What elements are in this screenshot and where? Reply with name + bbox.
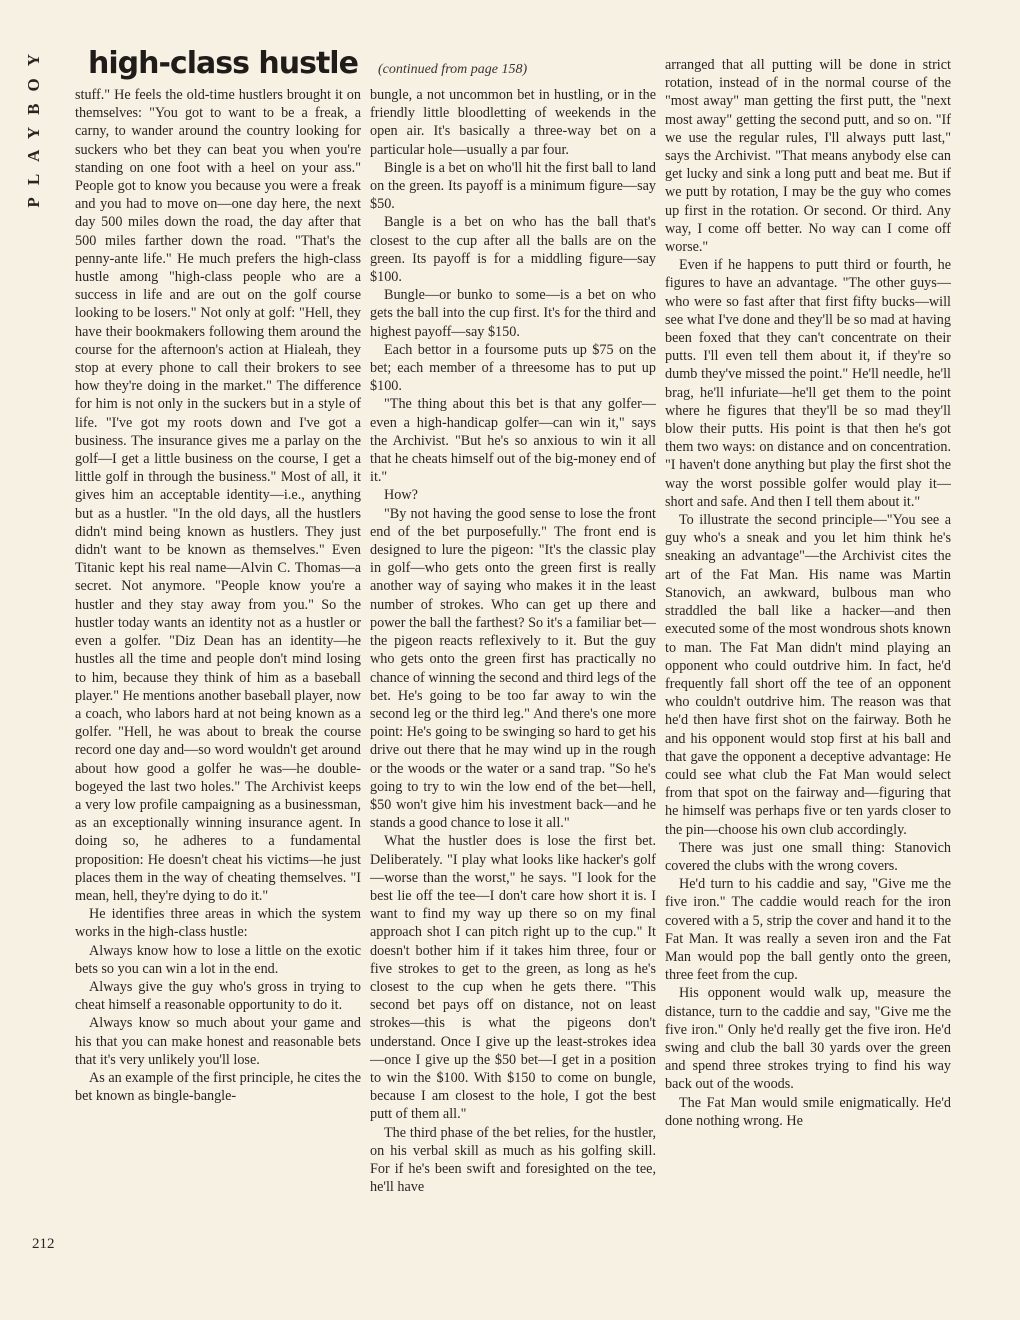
paragraph: His opponent would walk up, measure the distance, turn to the caddie and say, "Give me the five iron." Only he'd really get the five iron. He'd swing and club the ball 30 yards over the green and spend three strokes trying to find his way back out of the woods. [665, 985, 951, 1093]
paragraph: Always give the guy who's gross in trying to cheat himself a reasonable opportunity to do it. [75, 978, 361, 1014]
paragraph: bungle, a not uncommon bet in hustling, or in the friendly little bloodletting of weekends in the open air. It's basically a three-way bet on a particular hole—usually a par four. [370, 87, 656, 158]
paragraph: stuff." He feels the old-time hustlers brought it on themselves: "You got to want to be a freak, a carny, to wander around the country looking for suckers who bet they can beat you when you're standing on one foot with a heel on your ass." People got to know you because you were a freak and you had to move on—one day here, the next day 500 miles down the road, the day after that 500 miles farther down the road. "That's the penny-ante life." He much prefers the high-class hustle among "high-class people who are a success in life and are out on the golf course looking to be losers." Not only at golf: "Hell, they have their bookmakers following them around the course for the afternoon's action at Hialeah, they stop at every phone to call their brokers to see how they're doing in the market." The difference for him is not only in the suckers but in a style of life. "I've got my roots down and I've got a business. The insurance gives me a parlay on the golf—I get a little business on the course, I get a little golf in through the business." Most of all, it gives him an acceptable identity—i.e., anything but as a hustler. "In the old days, all the hustlers didn't mind being known as hustlers. They just didn't want to be known as themselves." Even Titanic kept his real name—Alvin C. Thomas—a secret. Not anymore. "People know you're a hustler and they stay away from you." So the hustler today wants an identity not as a hustler or even a golfer. "Diz Dean has an identity—he hustles all the time and people don't mind losing to him, because they think of him as a baseball player." He mentions another baseball player, now a coach, who labors hard at not being known as a golfer. "Hell, he was about to break the course record one day and—so word wouldn't get around about how good a golfer he was—he double-bogeyed the last two holes." The Archivist keeps a very low profile campaigning as a businessman, as an exceptionally winning insurance agent. In doing so, he adheres to a fundamental proposition: He doesn't cheat his victims—he just places them in the way of cheating themselves. "I mean, hell, they're dying to do it." [75, 87, 361, 904]
paragraph: Each bettor in a foursome puts up $75 on the bet; each member of a threesome has to put up $100. [370, 341, 656, 395]
paragraph: The Fat Man would smile enigmatically. He'd done nothing wrong. He [665, 1094, 951, 1129]
article-title: high-class hustle [88, 46, 358, 81]
text-column-2 [370, 86, 656, 1196]
page-number: 212 [32, 1236, 55, 1252]
paragraph: To illustrate the second principle—"You see a guy who's a sneak and you let him think he's sneaking an advantage"—the Archivist cites the art of the Fat Man. His name was Martin Stanovich, an awkward, bulbous man who straddled the ball like a hacker—and then executed some of the most wondrous shots known to man. The Fat Man didn't mind playing an opponent who could outdrive him. In fact, he'd frequently fall short off the tee of an opponent who couldn't outdrive him. The reason was that he'd then have first shot on the fairway. Both he and his opponent would stop first at his ball and that gave the opponent a deceptive advantage: He could see what club the Fat Man would select from that spot on the fairway and—figuring that he himself was perhaps five or ten yards closer to the pin—choose his own club accordingly. [665, 512, 951, 838]
text-column-1 [75, 86, 361, 1105]
paragraph: There was just one small thing: Stanovich covered the clubs with the wrong covers. [665, 839, 951, 874]
paragraph: Always know so much about your game and his that you can make honest and reasonable bets that it's very unlikely you'll lose. [75, 1015, 361, 1068]
paragraph: As an example of the first principle, he cites the bet known as bingle-bangle- [75, 1069, 361, 1105]
brand-wordmark: PLAYBOY [24, 42, 43, 208]
paragraph: How? [384, 487, 418, 504]
paragraph: arranged that all putting will be done in strict rotation, instead of in the normal course of the "most away" man getting the first putt, the "next most away" getting the second putt, and so on. "If we use the regular rules, I'll always putt last," says the Archivist. "That means anybody else can get lucky and sink a long putt and beat me. But if we putt by rotation, I may be the guy who comes up first in the rotation. Or second. Or third. Any way, I come off better. No way can I come off worse." [665, 57, 951, 256]
paragraph: Bangle is a bet on who has the ball that's closest to the cup after all the balls are on the green. Its payoff is for a middling figure—say $100. [370, 214, 656, 286]
continued-note: (continued from page 158) [377, 62, 528, 77]
paragraph: What the hustler does is lose the first bet. Deliberately. "I play what looks like hacker's golf—worse than the worst," he says. "I look for the best lie off the tee—I don't care how short it is. I want to find my way up there so on my final approach shot I can pitch right up to the cup." It doesn't bother him if it takes him three, four or five strokes to get to the green, as long as he's closest to the cup when he gets there. "This second bet pays off on distance, not on least strokes—this is what the pigeons don't understand. Once I give up the least-strokes idea—once I give up the $50 bet—I get in a position to win the $100. With $150 to come on bungle, because I am closest to the hole, I got the best putt of them all." [370, 833, 656, 1123]
paragraph: The third phase of the bet relies, for the hustler, on his verbal skill as much as his golfing skill. For if he's been swift and foresighted on the tee, he'll have [370, 1124, 656, 1196]
paragraph: Always know how to lose a little on the exotic bets so you can win a lot in the end. [75, 942, 361, 977]
article-header [88, 46, 648, 86]
paragraph: Even if he happens to putt third or fourth, he figures to have an advantage. "The other guys—who were so fast after that first fifty bucks—will see what I've done and they'll be so mad at having been foxed that they can't concentrate on their putts. I'll even tell them about it, if they're so dumb they've missed the point." He'll needle, he'll brag, he'll infuriate—he'll get them to the point where he figures that they'll be so mad they'll blow their putts. His point is that then he's got them two ways: on distance and on concentration. "I haven't done anything but play the first shot the way the worst possible golfer would play it—short and safe. And then I tell them about it." [665, 257, 951, 510]
vertical-brand [24, 42, 52, 212]
paragraph: He'd turn to his caddie and say, "Give me the five iron." The caddie would reach for the iron covered with a 5, strip the cover and hand it to the Fat Man. It was really a seven iron and the Fat Man would pop the ball gently onto the green, three feet from the cup. [665, 876, 951, 984]
paragraph: He identifies three areas in which the system works in the high-class hustle: [75, 906, 361, 941]
text-column-3 [665, 56, 951, 1130]
paragraph: "By not having the good sense to lose the front end of the bet purposefully." The front end is designed to lure the pigeon: "It's the classic play in golf—who gets onto the green first is really another way of saying who makes it in the least number of strokes. Who can get up there and power the ball the farthest? So it's a familiar bet—the pigeon reacts reflexively to it. But the guy who gets onto the green first has practically no chance of winning the second and third legs of the bet. He's going to be too far away to win the second leg or the third leg." And there's one more point: He's going to be swinging so hard to get his drive out there that he may wind up in the rough or the woods or the water or a sand trap. "So he's going to try to win the low end of the bet—hell, $50 won't give him his investment back—and he stands a good chance to lose it all." [370, 505, 656, 832]
paragraph: Bungle—or bunko to some—is a bet on who gets the ball into the cup first. It's for the third and highest payoff—say $150. [370, 287, 656, 340]
paragraph: "The thing about this bet is that any golfer—even a high-handicap golfer—can win it," says the Archivist. "But he's so anxious to win it all that he cheats himself out of the big-money end of it." [370, 396, 656, 486]
paragraph: Bingle is a bet on who'll hit the first ball to land on the green. Its payoff is a minimum figure—say $50. [370, 159, 656, 213]
